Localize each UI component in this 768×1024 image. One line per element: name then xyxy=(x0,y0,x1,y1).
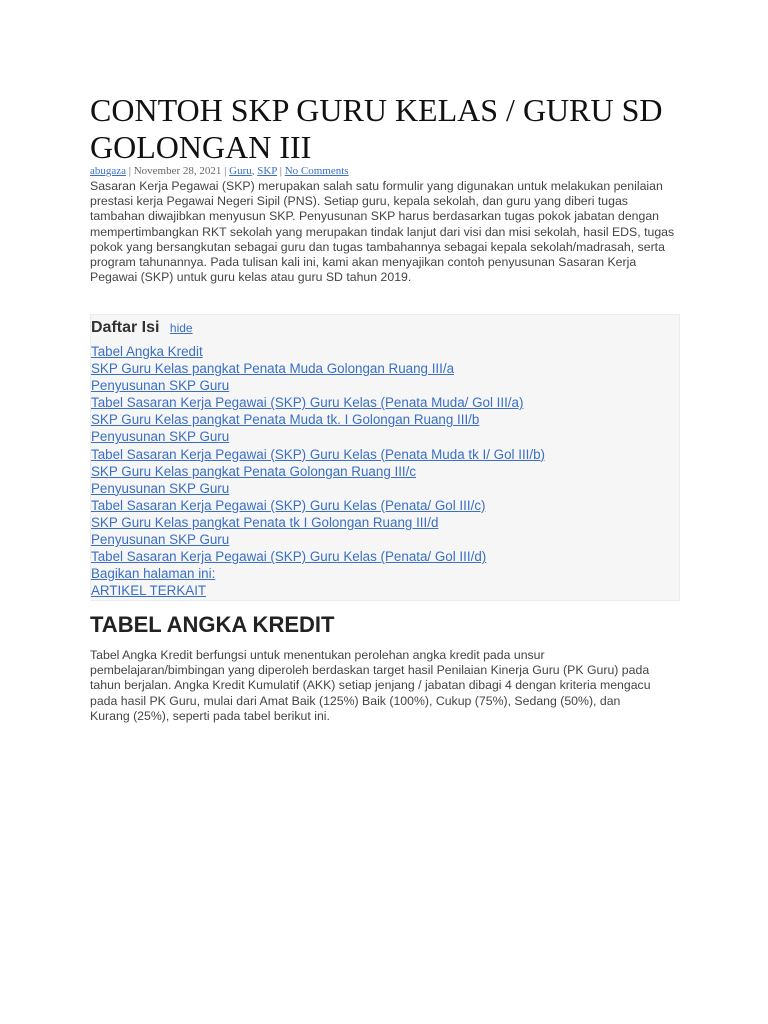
toc-list xyxy=(91,343,679,599)
page-title: CONTOH SKP GURU KELAS / GURU SD GOLONGAN III xyxy=(90,92,663,165)
toc-title: Daftar Isi xyxy=(91,319,160,336)
toc-link[interactable]: Penyusunan SKP Guru xyxy=(91,378,230,394)
section-heading: TABEL ANGKA KREDIT xyxy=(90,612,335,637)
toc-hide-toggle[interactable]: hide xyxy=(169,321,193,335)
toc-link[interactable]: Penyusunan SKP Guru xyxy=(91,480,230,496)
toc-link[interactable]: Tabel Sasaran Kerja Pegawai (SKP) Guru Kelas (Penata Muda tk I/ Gol III/b) xyxy=(91,446,546,462)
toc-link[interactable]: Penyusunan SKP Guru xyxy=(91,429,230,445)
toc-link[interactable]: Penyusunan SKP Guru xyxy=(91,532,230,548)
toc-link[interactable]: Tabel Sasaran Kerja Pegawai (SKP) Guru Kelas (Penata/ Gol III/d) xyxy=(91,549,487,565)
toc-item xyxy=(91,548,679,565)
toc-link[interactable]: SKP Guru Kelas pangkat Penata Muda Golongan Ruang III/a xyxy=(91,361,455,377)
toc-item xyxy=(91,394,679,411)
comments-link[interactable]: No Comments xyxy=(284,165,349,177)
post-date: | November 28, 2021 | xyxy=(126,165,230,177)
toc-header xyxy=(91,319,193,337)
meta-separator: | xyxy=(277,165,285,177)
toc-link[interactable]: SKP Guru Kelas pangkat Penata Muda tk. I Golongan Ruang III/b xyxy=(91,412,480,428)
toc-item xyxy=(91,582,679,599)
category-link-skp[interactable]: SKP xyxy=(257,165,278,177)
toc-link[interactable]: Tabel Sasaran Kerja Pegawai (SKP) Guru Kelas (Penata/ Gol III/c) xyxy=(91,497,486,513)
section-paragraph: Tabel Angka Kredit berfungsi untuk menentukan perolehan angka kredit pada unsur pembelajaran/bimbingan yang diperoleh berdaskan target hasil Penilaian Kinerja Guru (PK Guru) pada tahun berjalan. Angka Kredit Kumulatif (AKK) setiap jenjang / jabatan dibagi 4 dengan kriteria mengacu pada hasil PK Guru, mulai dari Amat Baik (125%) Baik (100%), Cukup (75%), Sedang (50%), dan Kurang (25%), seperti pada tabel berikut ini. xyxy=(90,648,651,723)
author-link[interactable]: abugaza xyxy=(90,165,127,177)
post-meta xyxy=(90,165,349,177)
toc-link[interactable]: Tabel Sasaran Kerja Pegawai (SKP) Guru Kelas (Penata Muda/ Gol III/a) xyxy=(91,395,524,411)
toc-item xyxy=(91,411,679,428)
toc-item xyxy=(91,446,679,463)
toc-item xyxy=(91,463,679,480)
toc-item xyxy=(91,565,679,582)
toc-link[interactable]: SKP Guru Kelas pangkat Penata tk I Golongan Ruang III/d xyxy=(91,514,439,530)
table-of-contents xyxy=(90,314,680,601)
toc-item xyxy=(91,480,679,497)
intro-paragraph: Sasaran Kerja Pegawai (SKP) merupakan salah satu formulir yang digunakan untuk melakukan penilaian prestasi kerja Pegawai Negeri Sipil (PNS). Setiap guru, kepala sekolah, dan guru yang diberi tugas tambahan diwajibkan menyusun SKP. Penyusunan SKP harus berdasarkan tugas pokok jabatan dengan mempertimbangkan RKT sekolah yang merupakan tindak lanjut dari visi dan misi sekolah, hasil EDS, tugas pokok yang bersangkutan sebagai guru dan tugas tambahannya sebagai kepala sekolah/madrasah, serta program tahunannya. Pada tulisan kali ini, kami akan menyajikan contoh penyusunan Sasaran Kerja Pegawai (SKP) untuk guru kelas atau guru SD tahun 2019. xyxy=(90,179,675,285)
toc-item xyxy=(91,377,679,394)
toc-item xyxy=(91,343,679,360)
toc-item xyxy=(91,497,679,514)
toc-link[interactable]: SKP Guru Kelas pangkat Penata Golongan Ruang III/c xyxy=(91,463,417,479)
toc-item xyxy=(91,360,679,377)
toc-link[interactable]: Tabel Angka Kredit xyxy=(91,344,203,359)
toc-item xyxy=(91,531,679,548)
category-link-guru[interactable]: Guru xyxy=(229,165,252,177)
category-separator: , xyxy=(251,165,258,177)
toc-item xyxy=(91,514,679,531)
toc-link[interactable]: Bagikan halaman ini: xyxy=(91,566,216,582)
toc-item xyxy=(91,428,679,445)
toc-link[interactable]: ARTIKEL TERKAIT xyxy=(91,583,207,599)
